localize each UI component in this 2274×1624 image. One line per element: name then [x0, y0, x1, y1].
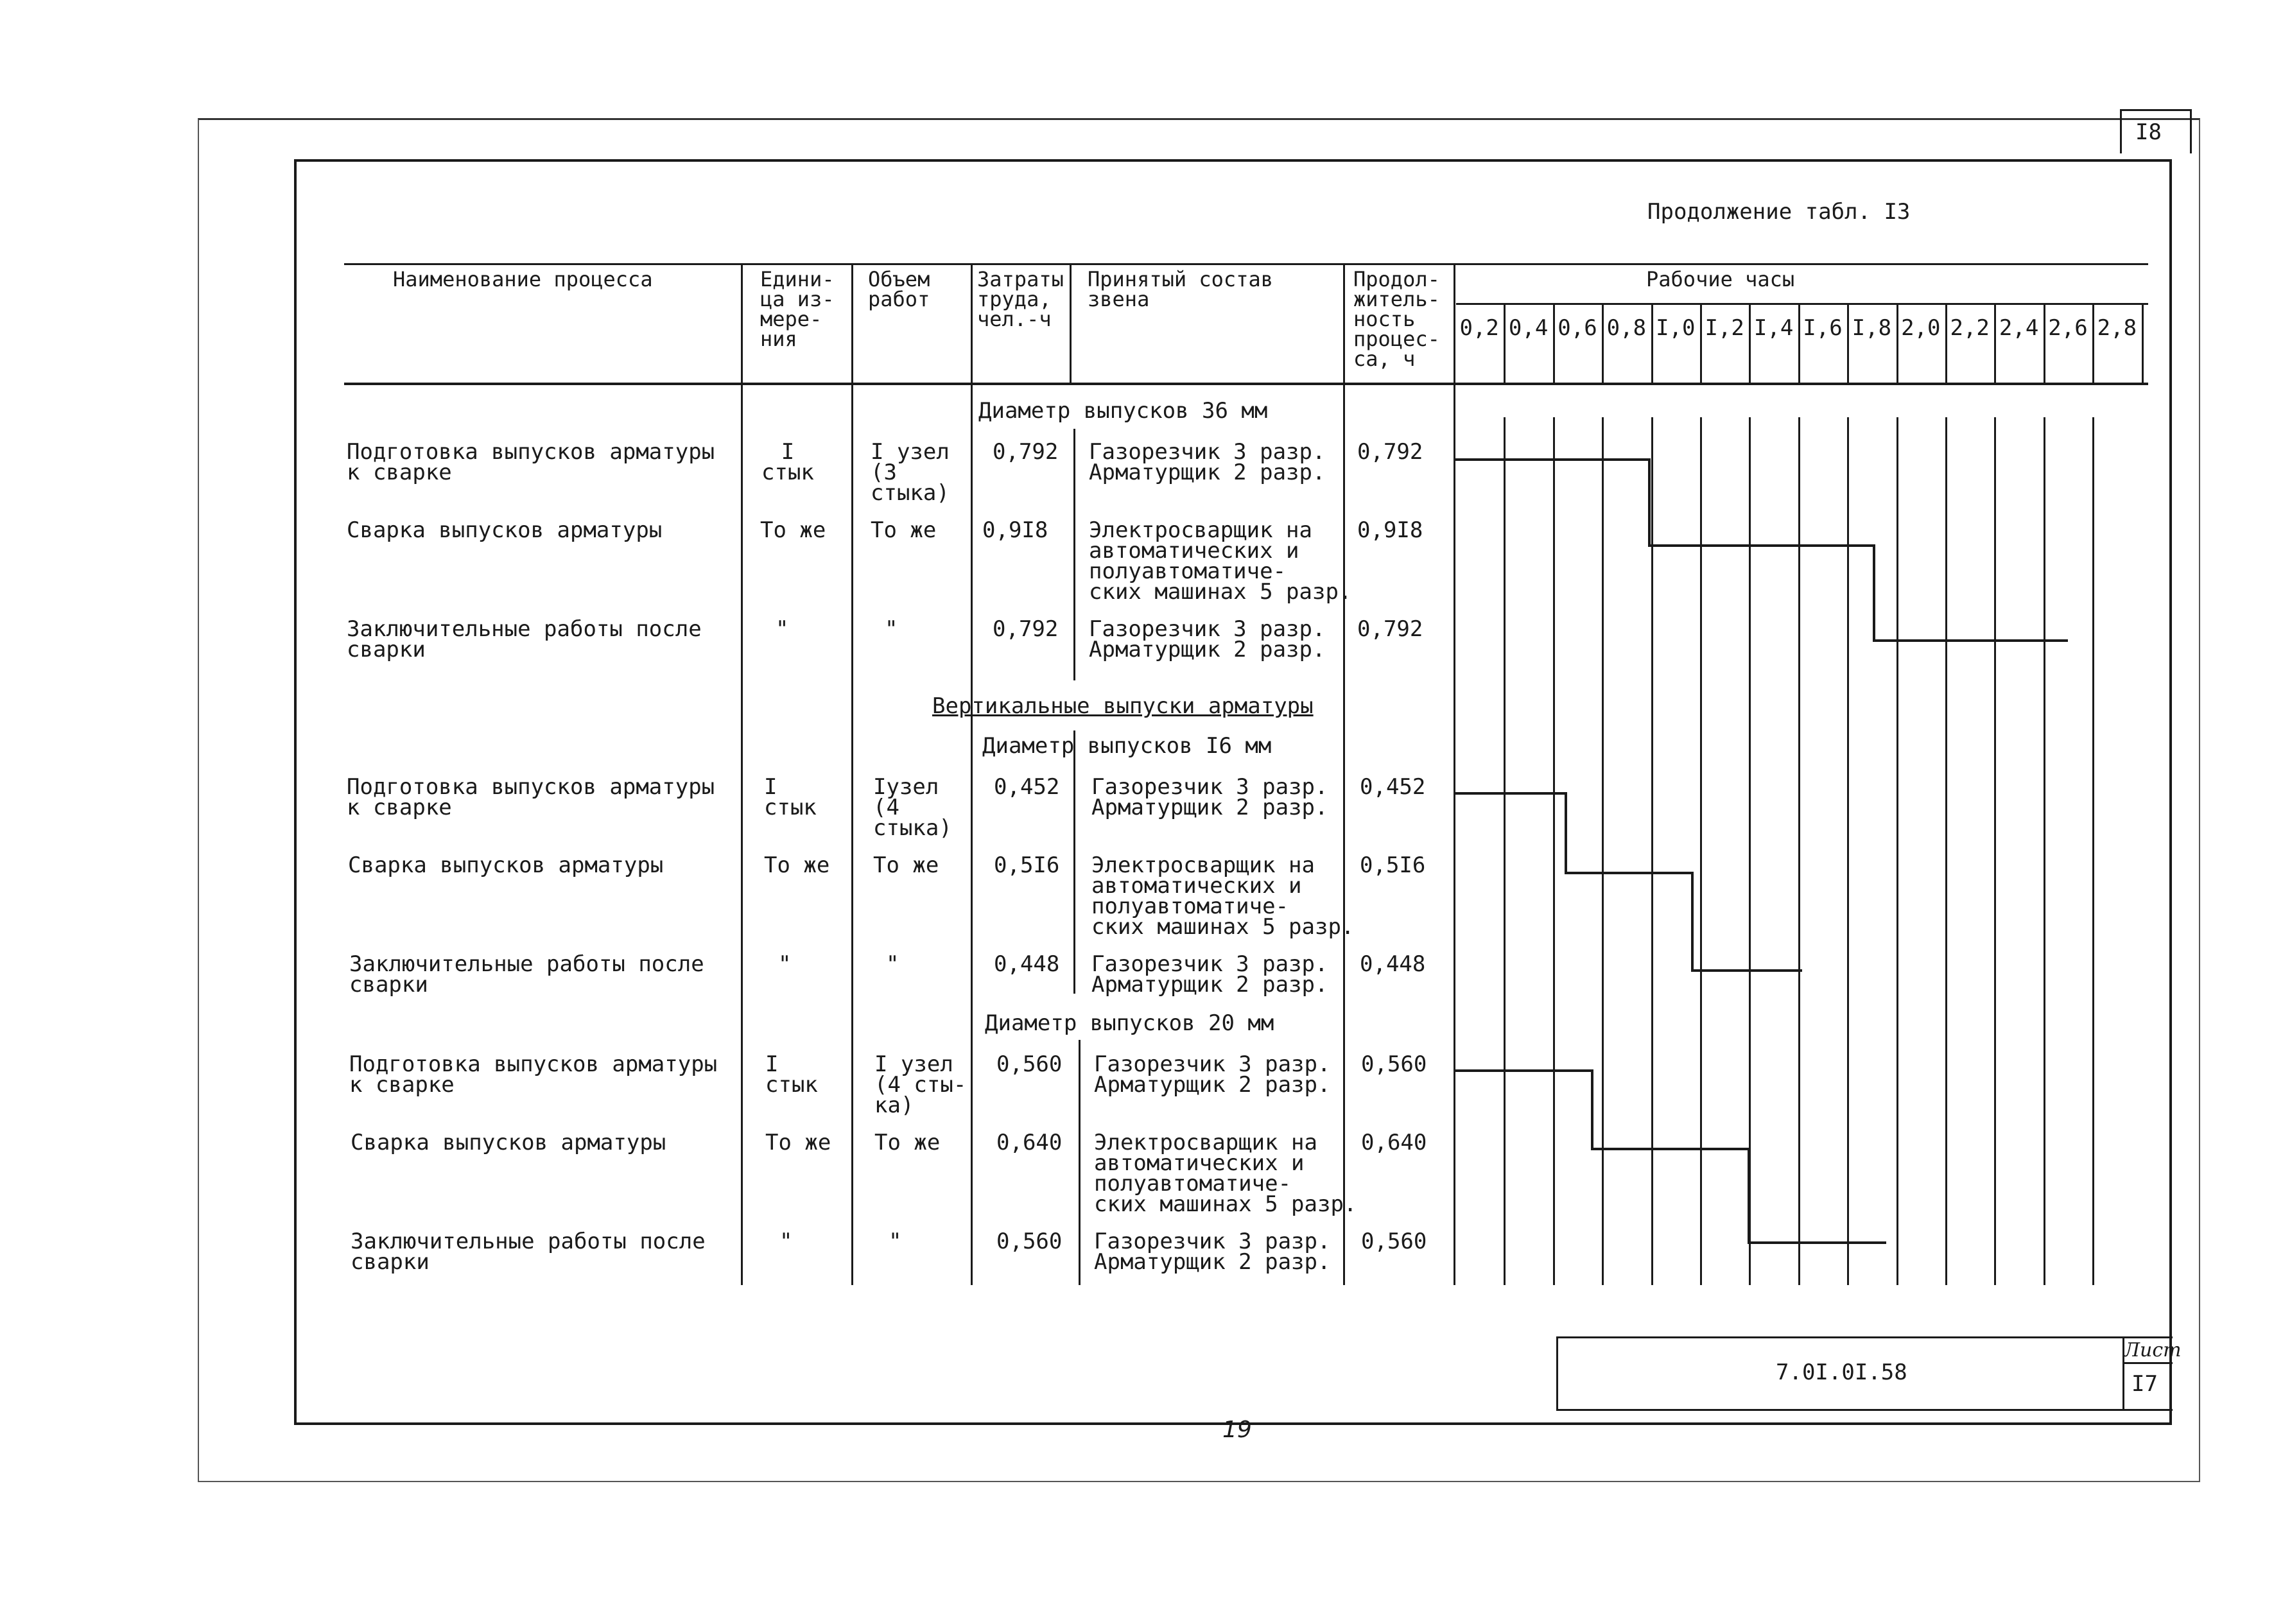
- row-volume: Iузел (4 стыка): [873, 774, 952, 841]
- hour-grid-line-header: [1994, 304, 1996, 384]
- hour-tick: 2,0: [1901, 315, 1941, 341]
- col-crew-header: Принятый состав звена: [1088, 267, 1273, 311]
- row-crew: Газорезчик 3 разр. Арматурщик 2 разр.: [1091, 774, 1328, 820]
- row-labor: 0,560: [996, 1229, 1063, 1254]
- hour-tick: 2,2: [1950, 315, 1990, 341]
- row-duration: 0,792: [1357, 439, 1423, 465]
- col-duration-header: Продол- житель- ность процес- са, ч: [1353, 267, 1440, 371]
- gantt-connector: [1565, 792, 1567, 874]
- hour-grid-line: [1994, 417, 1996, 1285]
- group-label-36: Диаметр выпусков 36 мм: [978, 398, 1268, 424]
- body-sep-unit: [741, 384, 743, 1285]
- row-crew: Электросварщик на автоматических и полуавтоматиче- ских машинах 5 разр.: [1094, 1130, 1357, 1217]
- row-duration: 0,640: [1361, 1130, 1427, 1155]
- row-process: Сварка выпусков арматуры: [347, 517, 663, 543]
- gantt-connector: [1873, 544, 1875, 642]
- row-duration: 0,9I8: [1357, 517, 1423, 543]
- gantt-bar: [1592, 1148, 1749, 1150]
- gantt-bar: [1874, 639, 2068, 642]
- row-unit: ": [778, 951, 792, 977]
- hour-tick: I,8: [1852, 315, 1892, 341]
- row-duration: 0,5I6: [1360, 852, 1426, 878]
- row-duration: 0,792: [1357, 616, 1423, 642]
- hour-grid-line-header: [1504, 304, 1506, 384]
- hdr-sep-4: [1070, 263, 1072, 384]
- hour-grid-line: [1896, 417, 1898, 1285]
- row-unit: То же: [760, 517, 826, 543]
- row-duration: 0,448: [1360, 951, 1426, 977]
- hour-grid-line: [1602, 417, 1604, 1285]
- hour-tick: 0,8: [1606, 315, 1647, 341]
- row-crew: Газорезчик 3 разр. Арматурщик 2 разр.: [1094, 1051, 1331, 1098]
- row-volume: То же: [873, 852, 939, 878]
- gantt-bar: [1566, 872, 1692, 874]
- col-unit-header: Едини- ца из- мере- ния: [760, 267, 835, 351]
- row-crew: Электросварщик на автоматических и полуавтоматиче- ских машинах 5 разр.: [1091, 852, 1355, 940]
- table-top-rule: [344, 263, 2148, 265]
- row-labor: 0,792: [993, 439, 1059, 465]
- hour-tick: 2,4: [1999, 315, 2039, 341]
- gantt-bar: [1649, 544, 1875, 547]
- hour-grid-line-header: [2142, 304, 2144, 384]
- hour-grid-line-header: [1602, 304, 1604, 384]
- stamp-sheet-label: Лист: [2124, 1339, 2182, 1361]
- hour-grid-line-header: [1749, 304, 1751, 384]
- row-crew: Газорезчик 3 разр. Арматурщик 2 разр.: [1091, 951, 1328, 998]
- hour-grid-line-header: [1651, 304, 1653, 384]
- row-process: Подготовка выпусков арматуры к сварке: [347, 439, 715, 485]
- row-duration: 0,452: [1360, 774, 1426, 800]
- gantt-connector: [1591, 1069, 1593, 1150]
- hour-tick: I,4: [1753, 315, 1794, 341]
- hour-grid-line: [1700, 417, 1702, 1285]
- row-labor: 0,452: [994, 774, 1060, 800]
- row-unit: То же: [765, 1130, 831, 1155]
- hour-tick: I,0: [1656, 315, 1696, 341]
- hour-grid-line: [1847, 417, 1849, 1285]
- row-labor: 0,448: [994, 951, 1060, 977]
- hour-grid-line-header: [2044, 304, 2045, 384]
- row-labor: 0,560: [996, 1051, 1063, 1077]
- row-volume: ": [886, 951, 899, 977]
- hour-grid-line: [1798, 417, 1800, 1285]
- hdr-sep-1: [741, 263, 743, 384]
- gantt-bar: [1455, 792, 1566, 795]
- hour-tick: 0,2: [1459, 315, 1499, 341]
- hour-grid-line: [1945, 417, 1947, 1285]
- hdr-sep-2: [851, 263, 853, 384]
- row-crew: Газорезчик 3 разр. Арматурщик 2 разр.: [1094, 1229, 1331, 1275]
- hour-grid-line-header: [1945, 304, 1947, 384]
- hour-grid-line: [1553, 417, 1555, 1285]
- hour-grid-line: [1504, 417, 1506, 1285]
- row-crew: Газорезчик 3 разр. Арматурщик 2 разр.: [1089, 439, 1326, 485]
- hour-tick: 0,4: [1508, 315, 1549, 341]
- row-unit: I стык: [765, 1051, 818, 1098]
- stamp-sheet-number: I7: [2131, 1371, 2158, 1397]
- hour-tick: I,6: [1803, 315, 1843, 341]
- hour-grid-line-header: [1896, 304, 1898, 384]
- col-volume-header: Объем работ: [868, 267, 930, 311]
- hour-grid-line-header: [1847, 304, 1849, 384]
- row-volume: То же: [871, 517, 937, 543]
- header-bottom-rule: [344, 383, 2148, 385]
- body-sep-crew-a: [1073, 429, 1075, 680]
- row-process: Сварка выпусков арматуры: [348, 852, 664, 878]
- hour-tick: 0,6: [1558, 315, 1597, 341]
- hour-grid-line: [2092, 417, 2094, 1285]
- row-volume: То же: [874, 1130, 941, 1155]
- row-unit: ": [776, 616, 789, 642]
- gantt-bar: [1455, 1069, 1592, 1072]
- body-sep-crew-b: [1073, 730, 1075, 994]
- row-labor: 0,640: [996, 1130, 1063, 1155]
- table-caption: Продолжение табл. I3: [1647, 199, 1911, 225]
- body-sep-labor: [971, 384, 973, 1285]
- hour-tick: 2,6: [2048, 315, 2088, 341]
- hour-tick: 2,8: [2097, 315, 2137, 341]
- gantt-connector: [1748, 1148, 1750, 1244]
- row-labor: 0,5I6: [994, 852, 1060, 878]
- row-process: Заключительные работы после сварки: [349, 951, 704, 998]
- row-process: Подготовка выпусков арматуры к сварке: [349, 1051, 718, 1098]
- gantt-bar: [1455, 458, 1649, 461]
- row-duration: 0,560: [1361, 1229, 1427, 1254]
- row-crew: Газорезчик 3 разр. Арматурщик 2 разр.: [1089, 616, 1326, 662]
- gantt-bar: [1749, 1241, 1886, 1244]
- row-volume: I узел (4 сты- ка): [874, 1051, 967, 1118]
- page-number: 19: [1222, 1417, 1252, 1443]
- gantt-bar: [1692, 969, 1802, 972]
- row-process: Сварка выпусков арматуры: [351, 1130, 666, 1155]
- group-label-20: Диаметр выпусков 20 мм: [985, 1010, 1274, 1036]
- hour-tick: I,2: [1705, 315, 1744, 341]
- stamp-sheet-rule: [2122, 1362, 2173, 1364]
- hour-grid-line: [1651, 417, 1653, 1285]
- hour-grid-line-header: [1798, 304, 1800, 384]
- row-labor: 0,9I8: [982, 517, 1048, 543]
- row-labor: 0,792: [993, 616, 1059, 642]
- body-sep-crew-c: [1079, 1040, 1081, 1285]
- top-sheet-number: I8: [2135, 119, 2162, 145]
- row-process: Подготовка выпусков арматуры к сварке: [347, 774, 715, 820]
- stamp-doc-code: 7.0I.0I.58: [1776, 1360, 1907, 1385]
- body-sep-hours: [1454, 384, 1455, 1285]
- row-volume: ": [889, 1229, 902, 1254]
- section-title: Вертикальные выпуски арматуры: [932, 693, 1314, 719]
- row-unit: ": [779, 1229, 793, 1254]
- row-unit: I стык: [761, 439, 814, 485]
- hour-grid-line-header: [1553, 304, 1555, 384]
- gantt-connector: [1691, 872, 1694, 972]
- row-volume: I узел (3 стыка): [871, 439, 950, 506]
- hour-grid-line: [2044, 417, 2045, 1285]
- row-duration: 0,560: [1361, 1051, 1427, 1077]
- group-label-16: Диаметр выпусков I6 мм: [982, 733, 1272, 759]
- hour-grid-line-header: [1700, 304, 1702, 384]
- row-unit: То же: [764, 852, 830, 878]
- hdr-sep-5: [1343, 263, 1345, 384]
- gantt-connector: [1648, 458, 1651, 547]
- col-hours-header: Рабочие часы: [1646, 267, 1795, 291]
- row-process: Заключительные работы после сварки: [351, 1229, 706, 1275]
- row-volume: ": [885, 616, 898, 642]
- col-process-header: Наименование процесса: [393, 267, 653, 291]
- col-labor-header: Затраты труда, чел.-ч: [977, 267, 1064, 331]
- row-crew: Электросварщик на автоматических и полуавтоматиче- ских машинах 5 разр.: [1089, 517, 1352, 605]
- row-unit: I стык: [764, 774, 817, 820]
- hdr-sep-3: [971, 263, 973, 384]
- body-sep-volume: [851, 384, 853, 1285]
- hour-grid-line-header: [2092, 304, 2094, 384]
- row-process: Заключительные работы после сварки: [347, 616, 702, 662]
